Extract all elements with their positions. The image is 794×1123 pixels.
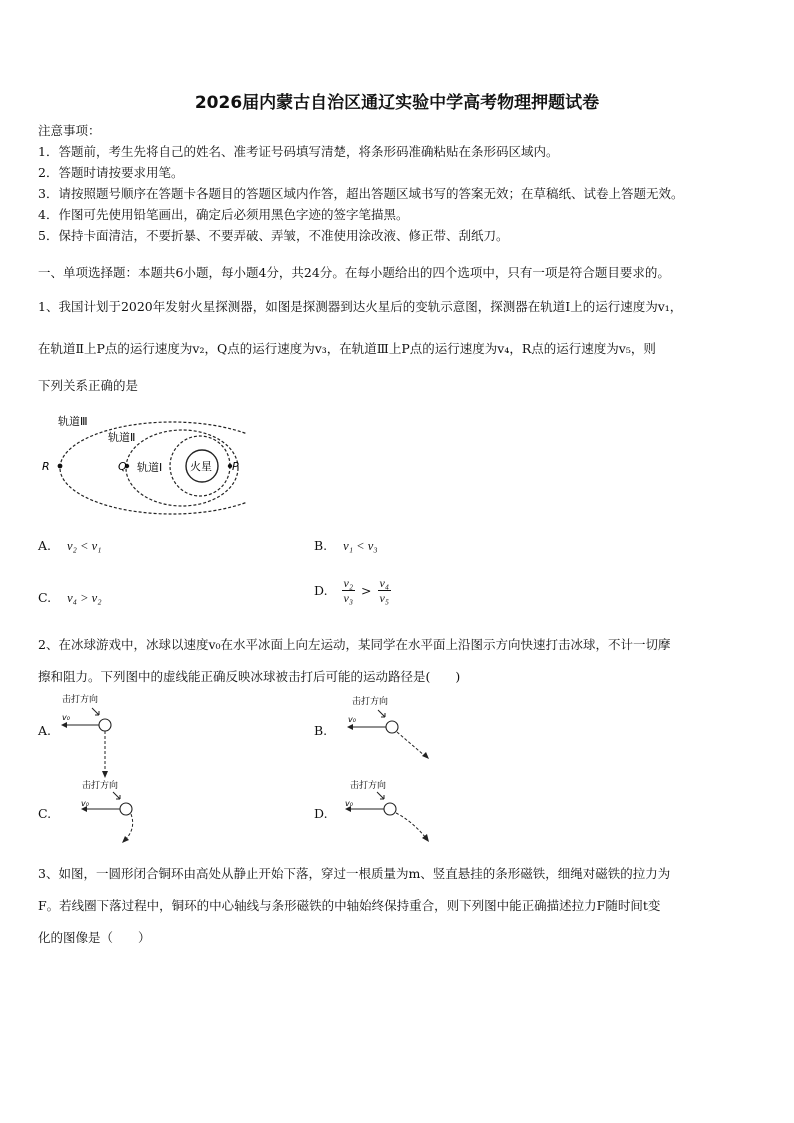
q2-figure-b xyxy=(342,692,442,762)
q3-text-line2: F。若线圈下落过程中，铜环的中心轴线与条形磁铁的中轴始终保持重合，则下列图中能正确描述拉力F随时间t变 xyxy=(38,898,661,913)
fraction-numerator: v₂ xyxy=(343,576,354,590)
q1-option-b[interactable] xyxy=(314,538,378,554)
puck-icon xyxy=(99,719,111,731)
orbit3-label: 轨道Ⅲ xyxy=(58,415,88,428)
v0-label: v₀ xyxy=(81,799,89,808)
q2-figure-a xyxy=(58,690,128,780)
q2-option-c-label[interactable]: C. xyxy=(38,806,52,821)
mars-label: 火星 xyxy=(190,460,212,473)
path-arrow-icon xyxy=(422,752,429,759)
orbit1-label: 轨道Ⅰ xyxy=(137,461,163,474)
option-text: v₁ < v₃ xyxy=(343,539,378,553)
q2-figure-c xyxy=(78,776,158,848)
fraction-denominator: v₃ xyxy=(343,591,354,605)
q1-option-d[interactable] xyxy=(314,576,393,605)
puck-icon xyxy=(386,721,398,733)
fraction-left xyxy=(342,576,356,605)
puck-icon xyxy=(120,803,132,815)
puck-icon xyxy=(384,803,396,815)
hit-direction-label: 击打方向 xyxy=(352,697,389,707)
notes-item: 2．答题时请按要求用笔。 xyxy=(38,165,184,180)
hit-arrow-icon xyxy=(377,792,384,799)
notes-item: 5．保持卡面清洁，不要折暴、不要弄破、弄皱，不准使用涂改液、修正带、刮纸刀。 xyxy=(38,228,509,243)
arrow-icon xyxy=(61,722,67,728)
page-title: 2026届内蒙古自治区通辽实验中学高考物理押题试卷 xyxy=(194,93,600,113)
point-R xyxy=(58,464,63,469)
fraction-right xyxy=(378,576,392,605)
q2-text-line2: 擦和阻力。下列图中的虚线能正确反映冰球被击打后可能的运动路径是( ) xyxy=(38,669,461,684)
option-text: v₂ < v₁ xyxy=(67,539,102,553)
option-letter: A. xyxy=(38,538,52,553)
q1-option-a[interactable] xyxy=(38,538,101,554)
comparison-sign: > xyxy=(361,583,372,598)
option-letter: C. xyxy=(38,590,52,605)
option-letter: B. xyxy=(314,538,328,553)
hit-arrow-icon xyxy=(113,792,120,799)
q2-text-line1: 2、在冰球游戏中，冰球以速度v₀在水平冰面上向左运动，某同学在水平面上沿图示方向快速打击冰球，不计一切摩 xyxy=(38,637,671,652)
label-Q: Q xyxy=(118,460,127,473)
fraction-numerator: v₄ xyxy=(379,576,389,590)
path-arrow-icon xyxy=(122,836,129,843)
orbit2-label: 轨道Ⅱ xyxy=(108,431,136,444)
q1-text-line2: 在轨道Ⅱ上P点的运行速度为v₂，Q点的运行速度为v₃，在轨道Ⅲ上P点的运行速度为v₄，R点的运行速度为v₅，则 xyxy=(38,341,656,356)
q1-text-line1: 1、我国计划于2020年发射火星探测器，如图是探测器到达火星后的变轨示意图，探测器在轨道Ⅰ上的运行速度为v₁， xyxy=(38,299,683,314)
notes-label: 注意事项： xyxy=(38,123,101,138)
hit-direction-label: 击打方向 xyxy=(82,781,119,791)
label-R: R xyxy=(42,460,50,473)
option-text: v₄ > v₂ xyxy=(67,591,102,605)
q1-option-c[interactable] xyxy=(38,590,102,606)
q2-option-d-label[interactable]: D. xyxy=(314,806,328,821)
q2-option-b-label[interactable]: B. xyxy=(314,723,328,738)
option-letter: D. xyxy=(314,583,328,598)
hit-arrow-icon xyxy=(378,710,385,717)
notes-item: 1．答题前，考生先将自己的姓名、准考证号码填写清楚，将条形码准确粘贴在条形码区域内。 xyxy=(38,144,559,159)
hit-direction-label: 击打方向 xyxy=(350,781,387,791)
arrow-icon xyxy=(347,724,353,730)
label-P: P xyxy=(232,460,239,473)
q2-option-a-label[interactable]: A. xyxy=(38,723,52,738)
hit-direction-label: 击打方向 xyxy=(62,695,99,705)
q3-text-line1: 3、如图，一圆形闭合铜环由高处从静止开始下落，穿过一根质量为m、竖直悬挂的条形磁铁，细绳对磁铁的拉力为 xyxy=(38,866,671,881)
orbit-diagram xyxy=(36,410,246,520)
q3-text-line3: 化的图像是（ ） xyxy=(38,930,151,945)
notes-item: 3．请按照题号顺序在答题卡各题目的答题区域内作答，超出答题区域书写的答案无效；在草稿纸、试卷上答题无效。 xyxy=(38,186,684,201)
q2-figure-d xyxy=(342,776,442,848)
notes-item: 4．作图可先使用铅笔画出，确定后必须用黑色字迹的签字笔描黑。 xyxy=(38,207,409,222)
fraction-denominator: v₅ xyxy=(379,591,389,605)
v0-label: v₀ xyxy=(348,715,356,724)
v0-label: v₀ xyxy=(345,799,353,808)
q1-text-line3: 下列关系正确的是 xyxy=(38,378,139,393)
v0-label: v₀ xyxy=(62,713,70,722)
hit-arrow-icon xyxy=(92,708,99,715)
section-heading: 一、单项选择题：本题共6小题，每小题4分，共24分。在每小题给出的四个选项中，只有一项是符合题目要求的。 xyxy=(38,265,670,280)
